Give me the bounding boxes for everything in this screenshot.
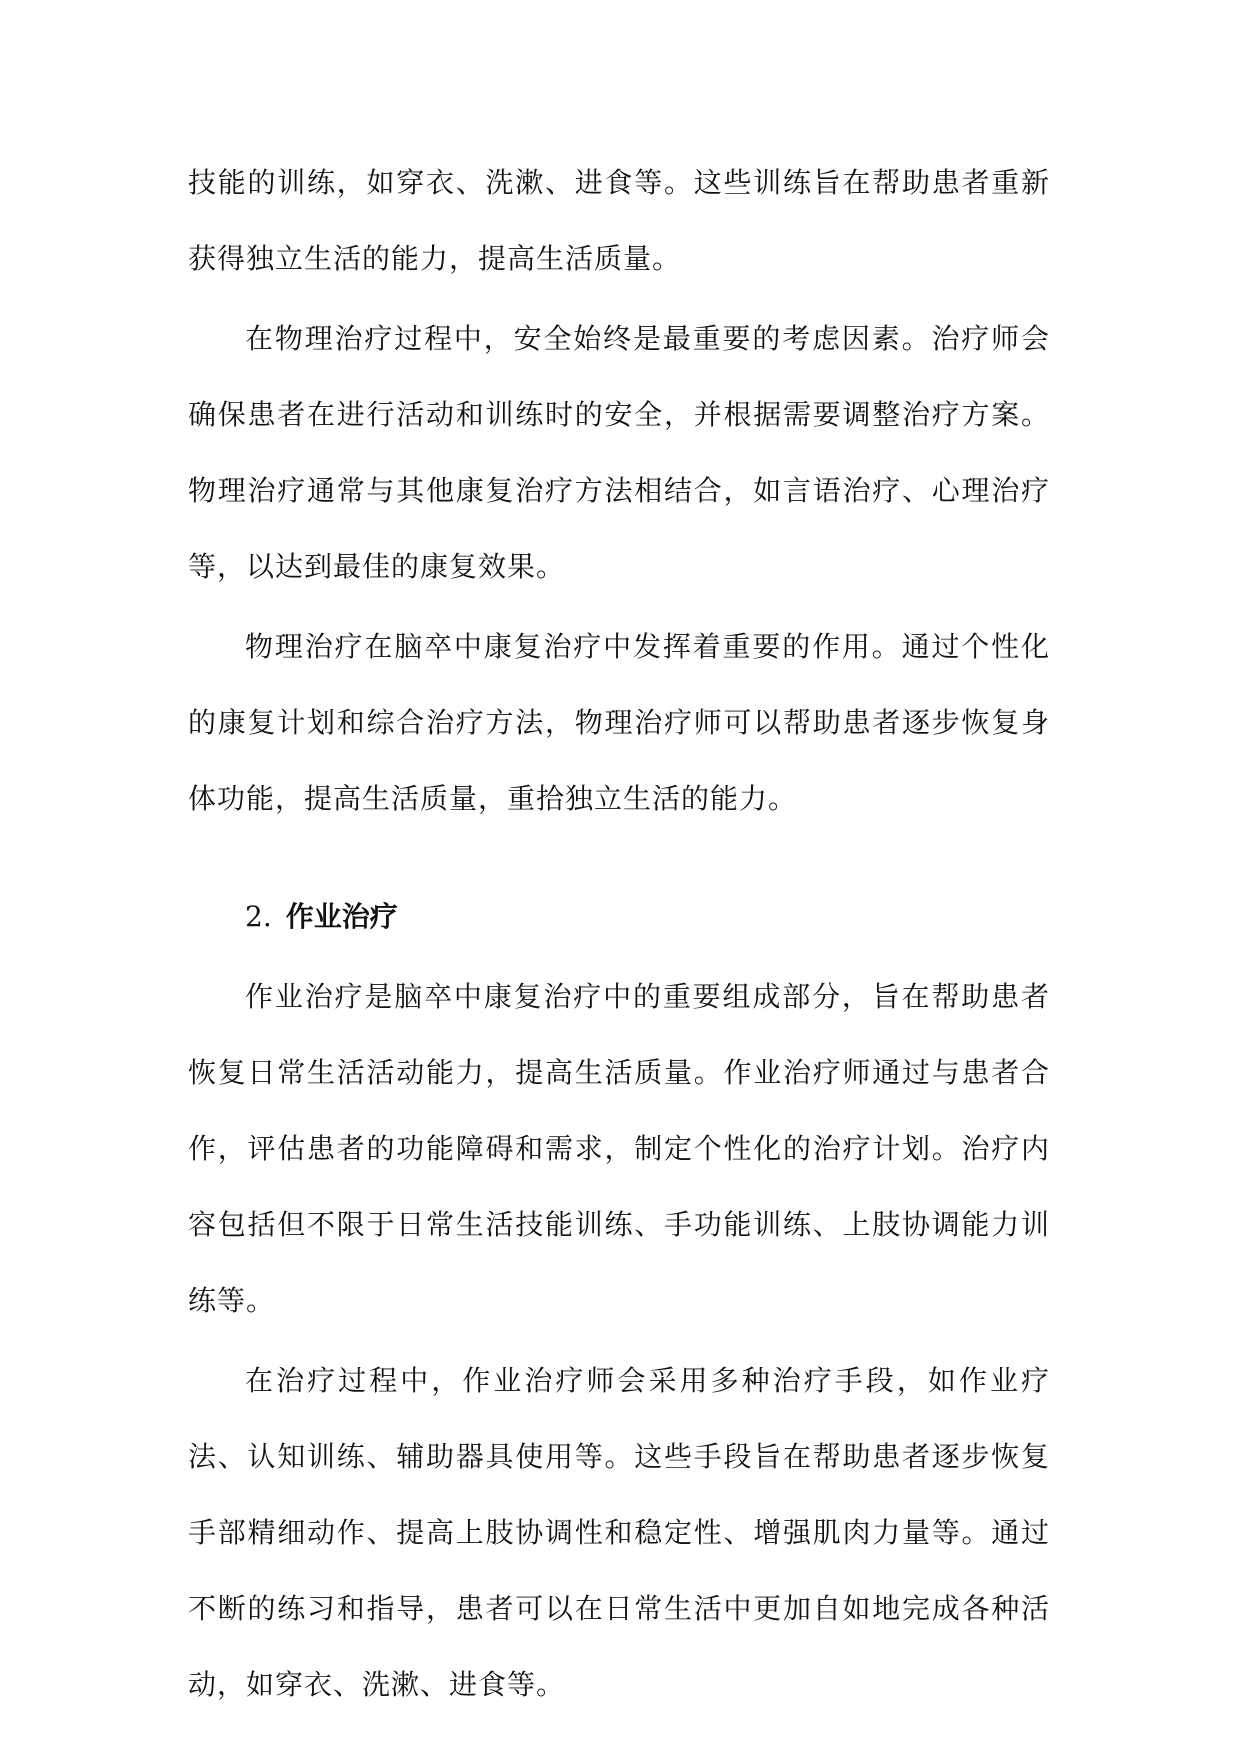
paragraph-continued-training: 技能的训练，如穿衣、洗漱、进食等。这些训练旨在帮助患者重新获得独立生活的能力，提高生活质量。 bbox=[188, 166, 1050, 275]
section-spacer bbox=[188, 837, 1050, 879]
paragraph-safety: 在物理治疗过程中，安全始终是最重要的考虑因素。治疗师会确保患者在进行活动和训练时的安全，并根据需要调整治疗方案。物理治疗通常与其他康复治疗方法相结合，如言语治疗、心理治疗等，以达到最佳的康复效果。 bbox=[188, 322, 1050, 583]
section-number: 2. bbox=[245, 900, 272, 933]
paragraph-physical-therapy-summary: 物理治疗在脑卒中康复治疗中发挥着重要的作用。通过个性化的康复计划和综合治疗方法，物理治疗师可以帮助患者逐步恢复身体功能，提高生活质量，重拾独立生活的能力。 bbox=[188, 630, 1050, 815]
paragraph-occupational-therapy-methods: 在治疗过程中，作业治疗师会采用多种治疗手段，如作业疗法、认知训练、辅助器具使用等。这些手段旨在帮助患者逐步恢复手部精细动作、提高上肢协调性和稳定性、增强肌肉力量等。通过不断的练习和指导，患者可以在日常生活中更加自如地完成各种活动，如穿衣、洗漱、进食等。 bbox=[188, 1364, 1050, 1701]
paragraph-occupational-therapy-intro: 作业治疗是脑卒中康复治疗中的重要组成部分，旨在帮助患者恢复日常生活活动能力，提高生活质量。作业治疗师通过与患者合作，评估患者的功能障碍和需求，制定个性化的治疗计划。治疗内容包括但不限于日常生活技能训练、手功能训练、上肢协调能力训练等。 bbox=[188, 980, 1050, 1317]
section-title: 作业治疗 bbox=[285, 900, 398, 933]
document-body bbox=[188, 145, 1050, 1723]
section-heading bbox=[188, 879, 1050, 955]
